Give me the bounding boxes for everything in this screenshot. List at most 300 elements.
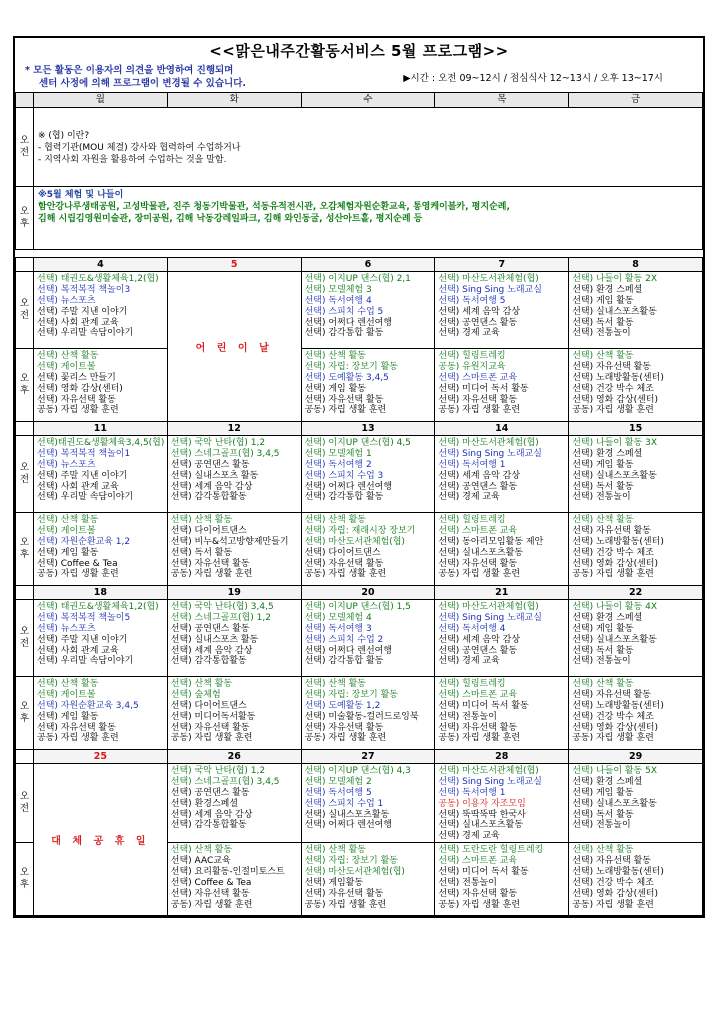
activity-item: 선택) 전통놀이 [572, 328, 631, 339]
activity-item: 선택) 게임활동 [304, 877, 364, 888]
activity-item: 선택) 실내스포츠활동 [572, 798, 657, 809]
activity-item: 선택) 건강 박수 체조 [572, 711, 654, 722]
am-activities [301, 600, 435, 677]
activity-item: 선택) 게임 활동 [37, 547, 99, 558]
activity-item: 선택) 세계 음악 감상 [438, 470, 521, 481]
activity-item: 선택) 태권도&생활체육1,2(협) [37, 602, 159, 612]
activity-item: 선택) Sing Sing 노래교실 [438, 776, 542, 787]
activity-item: 선택) 산책 활동 [572, 515, 634, 525]
holiday-cell: 어 린 이 날 [167, 272, 301, 422]
activity-item: 선택) 게임 활동 [37, 711, 99, 722]
activity-item: 선택) 산책 활동 [170, 679, 233, 689]
activity-item: 선택) 게임 활동 [572, 623, 634, 634]
activity-item: 선택) 감각통합 활동 [304, 656, 384, 667]
activity-item: 선택) 독서여행 3 [304, 623, 372, 634]
am-activities [435, 600, 569, 677]
activity-item: 선택) 산책 활동 [37, 515, 99, 525]
activity-item: 선택) 마산도서관체험(협) [438, 438, 539, 448]
date-cell: 11 [34, 422, 168, 436]
note-row-pm [16, 187, 703, 250]
pm-activities [34, 513, 168, 586]
activity-item: 선택) 도예활동 1,2 [304, 700, 381, 711]
activity-item: 선택) 독서 활동 [170, 547, 233, 558]
activity-item: 선택) 자유선택 활동 [572, 856, 651, 867]
date-corner [16, 750, 34, 764]
weekday-header-row [16, 93, 703, 108]
activity-item: 선택) 세계 음악 감상 [438, 634, 521, 645]
activity-item: 선택) 환경 스페셜 [572, 448, 643, 459]
note-am [34, 108, 703, 187]
date-cell: 8 [569, 258, 703, 272]
note-pm-line: ※5월 체험 및 나들이 [38, 190, 124, 200]
period-label: 오 후 [16, 187, 34, 250]
activity-item: 공동) 자립 생활 훈련 [572, 733, 654, 744]
activity-item: 선택) 공연댄스 활동 [438, 481, 518, 492]
am-activities [167, 436, 301, 513]
activity-item: 선택) 독서여행 4 [304, 295, 372, 306]
date-corner [16, 586, 34, 600]
activity-item: 선택) 건강 박수 체조 [572, 877, 654, 888]
activity-item: 선택) 독서여행 5 [438, 295, 506, 306]
date-cell: 7 [435, 258, 569, 272]
activity-item: 선택) 영화 감상(센터) [572, 394, 658, 405]
date-cell: 21 [435, 586, 569, 600]
activity-item: 선택) 게임 활동 [572, 787, 634, 798]
activity-item: 선택) 자유선택 활동 [438, 558, 518, 569]
activity-item: 선택) 게임 활동 [572, 295, 634, 306]
activity-item: 공동) 자립 생활 훈련 [438, 405, 521, 416]
activity-item: 공동) 자립 생활 훈련 [572, 569, 654, 580]
activity-item: 선택) 뚝딱뚝딱 한국사 [438, 809, 526, 820]
activity-item: 선택) 힐링트레킹 [438, 351, 506, 361]
activity-item: 선택) 자립: 장보기 활동 [304, 856, 398, 867]
activity-item: 선택) 어쩌다 렌선여행 [304, 820, 393, 831]
pm-activities [435, 513, 569, 586]
am-activities [301, 436, 435, 513]
activity-item: 선택) 비누&석고방향제만들기 [170, 536, 289, 547]
activity-item: 선택) 독서여행 5 [304, 787, 372, 798]
activity-item: 선택) 독서 활동 [572, 645, 634, 656]
activity-item: 선택) 자유선택 활동 [170, 722, 250, 733]
activity-item: 선택) 실내스포츠활동 [438, 547, 524, 558]
am-activities [435, 764, 569, 843]
activity-item: 선택) 도예활동 3,4,5 [304, 372, 389, 383]
activity-item: 선택) 독서여행 4 [438, 623, 506, 634]
weekday-header: 금 [569, 93, 703, 108]
page-title: <<맑은내주간활동서비스 5월 프로그램>> [209, 42, 509, 60]
activity-item: 선택) 산책 활동 [304, 679, 366, 689]
activity-item: 선택) 건강 박수 체조 [572, 383, 654, 394]
pm-row [16, 349, 703, 422]
period-label: 오 후 [16, 349, 34, 422]
date-cell: 29 [569, 750, 703, 764]
activity-item: 선택) 자원순환교육 1,2 [37, 536, 131, 547]
activity-item: 선택) 전통놀이 [438, 877, 497, 888]
activity-item: 선택) 세계 음악 감상 [170, 645, 253, 656]
activity-item: 선택) 환경스페셜 [170, 798, 239, 809]
activity-item: 선택) Coffee & Tea [170, 877, 252, 888]
activity-item: 선택) 게이트볼 [37, 689, 96, 700]
date-cell: 4 [34, 258, 168, 272]
activity-item: 선택) 게이트볼 [37, 361, 96, 372]
pm-activities [34, 349, 168, 422]
note-pm-line: 김해 시립김영원미술관, 장미공원, 김해 낙동강레일파크, 김해 와인동굴, 성산아트홀, 평지순례 등 [38, 214, 423, 224]
activity-item: 선택) 독서여행 1 [438, 787, 506, 798]
activity-item: 공동) 자립 생활 훈련 [304, 569, 387, 580]
activity-item: 선택) 뉴스포츠 [37, 623, 96, 634]
activity-item: 선택) 이지UP 댄스(협) 4,5 [304, 438, 411, 448]
activity-item: 선택) 산책 활동 [304, 845, 366, 856]
activity-item: 선택) 나들이 활동 5X [572, 766, 658, 776]
period-label: 오 후 [16, 843, 34, 916]
activity-item: 선택) 자유선택 활동 [438, 888, 518, 899]
activity-item: 선택) 모델체험 4 [304, 612, 372, 623]
activity-item: 선택) 산책 활동 [304, 351, 366, 361]
activity-item: 선택) 자유선택 활동 [304, 394, 384, 405]
activity-item: 선택) 환경 스페셜 [572, 612, 643, 623]
date-cell: 25 [34, 750, 168, 764]
activity-item: 선택) 전통놀이 [572, 656, 631, 667]
activity-item: 선택) 이지UP 댄스(협) 1,5 [304, 602, 411, 612]
activity-item: 선택) 스네그골프(협) 1,2 [170, 612, 271, 623]
activity-item: 공동) 자립 생활 훈련 [170, 899, 253, 910]
pm-activities [301, 677, 435, 750]
date-cell: 28 [435, 750, 569, 764]
activity-item: 선택) 힐링트레킹 [438, 515, 506, 525]
activity-item: 선택) 산책 활동 [37, 679, 99, 689]
activity-item: 선택) 자유선택 활동 [304, 722, 384, 733]
activity-item: 선택) 실내스포츠 활동 [170, 470, 259, 481]
activity-item: 선택) 감각통합활동 [170, 820, 247, 831]
activity-item: 공동) 자립 생활 훈련 [438, 569, 521, 580]
activity-item: 선택) 노래방활동(센터) [572, 372, 664, 383]
activity-item: 선택) 국악 난타(협) 3,4,5 [170, 602, 274, 612]
activity-item: 선택) 이지UP 댄스(협) 2,1 [304, 274, 411, 284]
notice-line-1: * 모든 활동은 이용자의 의견을 반영하여 진행되며 [25, 65, 234, 76]
activity-item: 공동) 자립 생활 훈련 [572, 405, 654, 416]
activity-item: 선택) 자유선택 활동 [304, 888, 384, 899]
corner-cell [16, 93, 34, 108]
date-cell: 18 [34, 586, 168, 600]
activity-item: 선택) 공연댄스 활동 [438, 317, 518, 328]
activity-item: 선택) 마산도서관체험(협) [304, 867, 405, 878]
activity-item: 선택) 세계 음악 감상 [170, 481, 253, 492]
spacer-row [16, 250, 703, 258]
pm-activities [301, 843, 435, 916]
date-cell: 12 [167, 422, 301, 436]
date-cell: 27 [301, 750, 435, 764]
weekday-header: 수 [301, 93, 435, 108]
activity-item: 선택) 독서 활동 [572, 317, 634, 328]
activity-item: 공동) 자립 생활 훈련 [170, 733, 253, 744]
activity-item: 선택) 미디어독서활동 [170, 711, 256, 722]
am-activities [301, 272, 435, 349]
activity-item: 선택) 게임 활동 [304, 383, 366, 394]
activity-item: 선택) Sing Sing 노래교실 [438, 448, 542, 459]
period-label: 오 전 [16, 436, 34, 513]
pm-activities [569, 677, 703, 750]
activity-item: 선택) 복적복적 책놀이1 [37, 448, 131, 459]
activity-item: 선택) 스네그골프(협) 3,4,5 [170, 776, 280, 787]
notice [15, 62, 703, 92]
weekday-header: 월 [34, 93, 168, 108]
activity-item: 선택) 노래방활동(센터) [572, 867, 664, 878]
activity-item: 선택) 실내스포츠활동 [304, 809, 390, 820]
activity-item: 선택) 실내스포츠활동 [572, 470, 657, 481]
am-activities [301, 764, 435, 843]
activity-item: 선택) 복적복적 책놀이5 [37, 612, 131, 623]
am-row [16, 764, 703, 843]
activity-item: 선택) 감각통합활동 [170, 656, 247, 667]
activity-item: 선택) 사회 관계 교육 [37, 317, 119, 328]
activity-item: 선택) 영화 감상(센터) [37, 383, 123, 394]
activity-item: 선택) 나들이 활동 3X [572, 438, 658, 448]
am-activities [167, 600, 301, 677]
activity-item: 선택) 미술활동-컬러드로잉북 [304, 711, 419, 722]
activity-item: 공동) 자립 생활 훈련 [304, 405, 387, 416]
date-row [16, 750, 703, 764]
activity-item: 선택) 나들이 활동 2X [572, 274, 658, 284]
pm-activities [301, 349, 435, 422]
spacer [16, 250, 703, 258]
activity-item: 선택) 독서 활동 [572, 809, 634, 820]
note-pm-line: 함안강나루생태공원, 고성박물관, 진주 청동기박물관, 석동유적전시관, 오감체험자원순환교육, 통영케이블카, 평지순례, [38, 202, 510, 212]
activity-item: 선택) 마산도서관체험(협) [438, 602, 539, 612]
activity-item: 선택) 공연댄스 활동 [170, 623, 250, 634]
activity-item: 선택) 우리말 속담이야기 [37, 656, 134, 667]
activity-item: 선택) 독서 활동 [572, 481, 634, 492]
activity-item: 공동) 자립 생활 훈련 [37, 569, 119, 580]
activity-item: 선택) 태권도&생활체육1,2(협) [37, 274, 159, 284]
activity-item: 선택) 나들이 활동 4X [572, 602, 658, 612]
note-pm [34, 187, 703, 250]
activity-item: 선택)태권도&생활체육3,4,5(협) [37, 438, 165, 448]
period-label: 오 전 [16, 600, 34, 677]
weekday-header: 화 [167, 93, 301, 108]
activity-item: 선택) 다이어트댄스 [304, 547, 381, 558]
activity-item: 선택) 감각통합 활동 [304, 328, 384, 339]
activity-item: 선택) 요리활동-인절미토스트 [170, 867, 285, 878]
date-cell: 6 [301, 258, 435, 272]
period-label: 오 후 [16, 513, 34, 586]
activity-item: 선택) 자유선택 활동 [572, 689, 651, 700]
activity-item: 선택) 어쩌다 렌선여행 [304, 481, 393, 492]
pm-activities [301, 513, 435, 586]
activity-item: 선택) 뉴스포츠 [37, 459, 96, 470]
activity-item: 선택) 자유선택 활동 [572, 361, 651, 372]
time-info: ▶시간 : 오전 09~12시 / 점심식사 12~13시 / 오후 13~17시 [403, 73, 663, 84]
activity-item: 선택) 공연댄스 활동 [170, 459, 250, 470]
activity-item: 선택) 국악 난타(협) 1,2 [170, 438, 266, 448]
activity-item: 선택) 환경 스페셜 [572, 776, 643, 787]
activity-item: 선택) 동아리모임활동 제안 [438, 536, 544, 547]
activity-item: 선택) 어쩌다 렌선여행 [304, 645, 393, 656]
activity-item: 선택) 마산도서관체험(협) [438, 766, 539, 776]
activity-item: 선택) 다이어트댄스 [170, 700, 247, 711]
date-cell: 5 [167, 258, 301, 272]
activity-item: 선택) 뉴스포츠 [37, 295, 96, 306]
activity-item: 공동) 자립 생활 훈련 [170, 569, 253, 580]
activity-item: 선택) 주말 지낸 이야기 [37, 306, 128, 317]
activity-item: 선택) 독서여행 2 [304, 459, 372, 470]
weekday-header: 목 [435, 93, 569, 108]
pm-activities [435, 677, 569, 750]
date-cell: 22 [569, 586, 703, 600]
am-activities [34, 600, 168, 677]
activity-item: 선택) 경제 교육 [438, 492, 500, 503]
activity-item: 선택) 감각통합활동 [170, 492, 247, 503]
period-label: 오 전 [16, 108, 34, 187]
date-cell: 15 [569, 422, 703, 436]
am-activities [569, 600, 703, 677]
date-cell: 13 [301, 422, 435, 436]
activity-item: 선택) 산책 활동 [572, 679, 634, 689]
activity-item: 선택) 스피치 수업 1 [304, 798, 384, 809]
activity-item: 선택) 사회 관계 교육 [37, 645, 119, 656]
schedule-table [15, 92, 703, 916]
activity-item: 선택) 다이어트댄스 [170, 525, 247, 536]
date-row [16, 586, 703, 600]
activity-item: 선택) 세계 음악 감상 [170, 809, 253, 820]
activity-item: 선택) 노래방활동(센터) [572, 700, 664, 711]
activity-item: 선택) 경제 교육 [438, 831, 500, 842]
activity-item: 선택) 전통놀이 [572, 492, 631, 503]
activity-item: 선택) 산책 활동 [304, 515, 366, 525]
activity-item: 선택) 경제 교육 [438, 656, 500, 667]
notice-line-2: 센터 사정에 의해 프로그램이 변경될 수 있습니다. [39, 78, 246, 89]
activity-item: 공동) 자립 생활 훈련 [438, 899, 521, 910]
activity-item: 선택) 모델체험 2 [304, 776, 372, 787]
am-activities [435, 436, 569, 513]
activity-item: 선택) 영화 감상(센터) [572, 558, 658, 569]
activity-item: 선택) 꽃리스 만들기 [37, 372, 116, 383]
activity-item: 선택) 스네그골프(협) 3,4,5 [170, 448, 280, 459]
activity-item: 선택) 자립: 재래시장 장보기 [304, 525, 416, 536]
am-activities [34, 272, 168, 349]
activity-item: 선택) 산책 활동 [170, 515, 233, 525]
activity-item: 선택) 미디어 독서 활동 [438, 383, 529, 394]
activity-item: 선택) 자유선택 활동 [170, 888, 250, 899]
activity-item: 선택) 자립: 장보기 활동 [304, 361, 398, 372]
activity-item: 선택) 게이트볼 [37, 525, 96, 536]
activity-item: 선택) 복적복적 책놀이3 [37, 284, 131, 295]
activity-item: 선택) 실내스포츠활동 [438, 820, 524, 831]
note-am-line: ※ (협) 이란? [38, 131, 90, 141]
note-am-line: - 지역사회 자원을 활용하여 수업하는 것을 말함. [38, 155, 227, 165]
am-row [16, 436, 703, 513]
am-row [16, 272, 703, 349]
activity-item: 선택) 자원순환교육 3,4,5 [37, 700, 139, 711]
activity-item: 선택) 자유선택 활동 [37, 722, 116, 733]
activity-item: 선택) 전통놀이 [572, 820, 631, 831]
activity-item: 선택) 자유선택 활동 [37, 394, 116, 405]
note-row-am [16, 108, 703, 187]
activity-item: 선택) 스피치 수업 5 [304, 306, 384, 317]
activity-item: 선택) 자유선택 활동 [572, 525, 651, 536]
activity-item: 선택) 영화 감상(센터) [572, 888, 658, 899]
activity-item: 선택) AAC교육 [170, 856, 231, 867]
activity-item: 선택) 산책 활동 [170, 845, 233, 856]
activity-item: 선택) 공연댄스 활동 [170, 787, 250, 798]
activity-item: 선택) 자립: 장보기 활동 [304, 689, 398, 700]
activity-item: 선택) 국악 난타(협) 1,2 [170, 766, 266, 776]
activity-item: 선택) Sing Sing 노래교실 [438, 612, 542, 623]
activity-item: 선택) 자유선택 활동 [170, 558, 250, 569]
date-row [16, 258, 703, 272]
activity-item: 공동) 자립 생활 훈련 [572, 899, 654, 910]
activity-item: 선택) 자유선택 활동 [438, 722, 518, 733]
activity-item: 선택) 실내스포츠활동 [572, 634, 657, 645]
activity-item: 선택) 경제 교육 [438, 328, 500, 339]
am-activities [569, 764, 703, 843]
am-activities [34, 436, 168, 513]
activity-item: 선택) 숲체험 [170, 689, 221, 700]
pm-activities [569, 349, 703, 422]
am-activities [569, 436, 703, 513]
activity-item: 공동) 자립 생활 훈련 [304, 899, 387, 910]
activity-item: 공동) 자립 생활 훈련 [304, 733, 387, 744]
holiday-cell: 대 체 공 휴 일 [34, 764, 168, 916]
am-row [16, 600, 703, 677]
activity-item: 선택) 도란도란 힐링트레킹 [438, 845, 544, 856]
activity-item: 선택) 자유선택 활동 [304, 558, 384, 569]
pm-activities [167, 513, 301, 586]
activity-item: 선택) 우리말 속담이야기 [37, 492, 134, 503]
activity-item: 선택) 건강 박수 체조 [572, 547, 654, 558]
activity-item: 공동) 이용자 자조모임 [438, 798, 526, 809]
pm-row [16, 513, 703, 586]
activity-item: 선택) 주말 지낸 이야기 [37, 634, 128, 645]
note-am-line: - 협력기관(MOU 체결) 강사와 협력하여 수업하거나 [38, 143, 241, 153]
activity-item: 선택) 미디어 독서 활동 [438, 867, 529, 878]
activity-item: 선택) 산책 활동 [572, 351, 634, 361]
activity-item: 선택) 게임 활동 [572, 459, 634, 470]
activity-item: 선택) 영화 감상(센터) [572, 722, 658, 733]
date-cell: 14 [435, 422, 569, 436]
date-corner [16, 422, 34, 436]
activity-item: 선택) 자유선택 활동 [438, 394, 518, 405]
am-activities [569, 272, 703, 349]
am-activities [435, 272, 569, 349]
activity-item: 선택) 스마트폰 교육 [438, 856, 518, 867]
activity-item: 선택) 주말 지낸 이야기 [37, 470, 128, 481]
activity-item: 공동) 자립 생활 훈련 [438, 733, 521, 744]
activity-item: 선택) 세계 음악 감상 [438, 306, 521, 317]
pm-activities [34, 677, 168, 750]
activity-item: 선택) 사회 관계 교육 [37, 481, 119, 492]
activity-item: 선택) 공연댄스 활동 [438, 645, 518, 656]
pm-activities [435, 843, 569, 916]
am-activities [167, 764, 301, 843]
activity-item: 공동) 자립 생활 훈련 [37, 405, 119, 416]
activity-item: 선택) 실내스포츠활동 [572, 306, 657, 317]
activity-item: 선택) Coffee & Tea [37, 558, 118, 569]
period-label: 오 후 [16, 677, 34, 750]
pm-activities [435, 349, 569, 422]
activity-item: 선택) 실내스포츠 활동 [170, 634, 259, 645]
pm-activities [569, 513, 703, 586]
date-cell: 20 [301, 586, 435, 600]
activity-item: 선택) 독서여행 1 [438, 459, 506, 470]
activity-item: 선택) 우리말 속담이야기 [37, 328, 134, 339]
schedule-sheet [13, 36, 705, 918]
activity-item: 선택) 이지UP 댄스(협) 4,3 [304, 766, 411, 776]
activity-item: 선택) 스피치 수업 3 [304, 470, 384, 481]
activity-item: 선택) 마산도서관체험(협) [438, 274, 539, 284]
pm-activities [167, 677, 301, 750]
activity-item: 선택) 전통놀이 [438, 711, 497, 722]
date-cell: 19 [167, 586, 301, 600]
